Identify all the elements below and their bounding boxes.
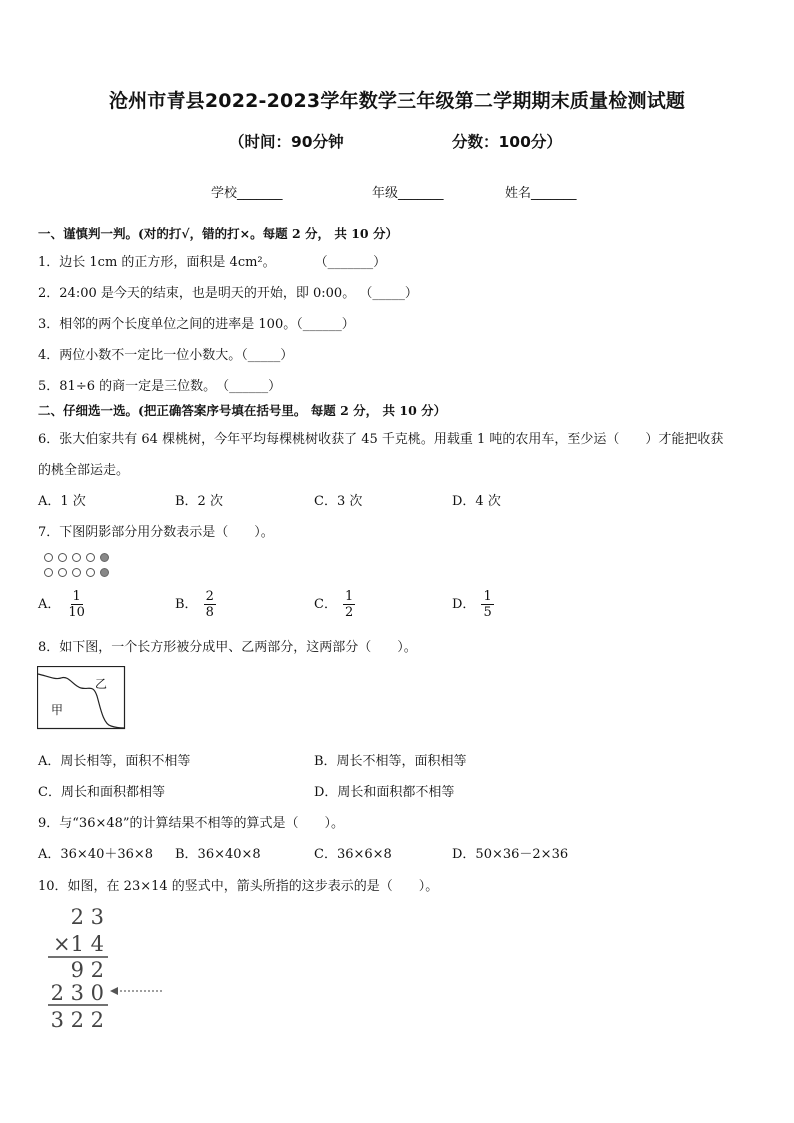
q7-option-b-letter: B． <box>175 597 198 612</box>
exam-score: 分数：100分） <box>452 133 562 151</box>
vm-partial-2: 2 3 0 <box>50 981 104 1005</box>
fraction <box>66 589 87 620</box>
q6-option-a: A．1 次 <box>38 494 86 509</box>
q8-option-a: A．周长相等，面积不相等 <box>38 754 191 769</box>
q8-rectangle-figure <box>37 666 127 730</box>
fraction <box>204 589 216 620</box>
circle-shaded <box>100 568 109 577</box>
grade-field: 年级_______ <box>372 186 444 201</box>
vm-partial-1: 9 2 <box>70 958 104 982</box>
page-title: 沧州市青县2022-2023学年数学三年级第二学期期末质量检测试题 <box>108 90 686 112</box>
label-yi: 乙 <box>95 677 108 691</box>
question-4: 4．两位小数不一定比一位小数大。（_____） <box>38 348 294 363</box>
q9-option-b: B．36×40×8 <box>175 847 261 862</box>
circle-empty <box>72 568 81 577</box>
question-8: 8．如下图，一个长方形被分成甲、乙两部分，这两部分（ ）。 <box>38 640 417 655</box>
circle-empty <box>44 568 53 577</box>
fraction <box>343 589 355 620</box>
label-jia: 甲 <box>51 703 64 717</box>
q7-option-c-letter: C． <box>314 597 337 612</box>
q10-vertical-multiplication <box>44 900 174 1032</box>
circle-empty <box>58 568 67 577</box>
q6-option-b: B．2 次 <box>175 494 223 509</box>
numerator: 2 <box>205 589 214 604</box>
name-field: 姓名_______ <box>505 186 577 201</box>
circle-empty <box>72 553 81 562</box>
denominator: 10 <box>68 605 85 620</box>
q7-option-a-letter: A． <box>38 597 61 612</box>
q8-option-c: C．周长和面积都相等 <box>38 785 165 800</box>
question-3: 3．相邻的两个长度单位之间的进率是 100。（______） <box>38 317 355 332</box>
circle-empty <box>44 553 53 562</box>
question-7: 7．下图阴影部分用分数表示是（ ）。 <box>38 525 274 540</box>
numerator: 1 <box>344 589 354 604</box>
q7-option-b <box>175 589 216 620</box>
question-6-line2: 的桃全部运走。 <box>38 463 130 478</box>
question-1: 1．边长 1cm 的正方形，面积是 4cm²。 （_______） <box>38 255 387 270</box>
circle-empty <box>86 553 95 562</box>
section1-heading: 一、谨慎判一判。(对的打√，错的打×。每题 2 分， 共 10 分） <box>38 226 398 241</box>
circle-empty <box>58 553 67 562</box>
q7-option-a <box>38 589 87 620</box>
question-2: 2．24:00 是今天的结束，也是明天的开始，即 0:00。 （_____） <box>38 286 418 301</box>
vm-multiplicand: 2 3 <box>70 905 104 929</box>
q7-option-c <box>314 589 355 620</box>
question-9: 9．与“36×48”的计算结果不相等的算式是（ ）。 <box>38 816 345 831</box>
question-5: 5．81÷6 的商一定是三位数。 （______） <box>38 379 282 394</box>
fraction <box>481 589 493 620</box>
circle-empty <box>86 568 95 577</box>
q8-option-d: D．周长和面积都不相等 <box>314 785 455 800</box>
numerator: 1 <box>483 589 492 604</box>
question-10: 10．如图，在 23×14 的竖式中，箭头所指的这步表示的是（ ）。 <box>38 879 439 894</box>
q6-option-d: D．4 次 <box>452 494 501 509</box>
arrow-head-icon <box>110 987 118 995</box>
denominator: 2 <box>344 605 354 620</box>
q9-option-c: C．36×6×8 <box>314 847 392 862</box>
q9-option-a: A．36×40＋36×8 <box>38 847 154 862</box>
q6-option-c: C．3 次 <box>314 494 363 509</box>
vm-multiplier: ×1 4 <box>53 932 104 956</box>
q7-option-d-letter: D． <box>452 597 476 612</box>
q9-option-d: D．50×36－2×36 <box>452 847 569 862</box>
denominator: 5 <box>483 605 492 620</box>
question-6-line1: 6．张大伯家共有 64 棵桃树，今年平均每棵桃树收获了 45 千克桃。用载重 1 吨的农用车，至少运（ ）才能把收获 <box>38 432 724 447</box>
q8-option-b: B．周长不相等，面积相等 <box>314 754 467 769</box>
numerator: 1 <box>72 589 81 604</box>
rectangle-outline <box>38 667 125 729</box>
section2-heading: 二、仔细选一选。(把正确答案序号填在括号里。 每题 2 分， 共 10 分） <box>38 403 447 418</box>
q7-option-d <box>452 589 494 620</box>
dividing-curve <box>38 674 124 728</box>
denominator: 8 <box>205 605 214 620</box>
exam-time: （时间：90分钟 <box>229 133 344 151</box>
circle-shaded <box>100 553 109 562</box>
school-field: 学校_______ <box>211 186 283 201</box>
vm-result: 3 2 2 <box>50 1008 104 1032</box>
